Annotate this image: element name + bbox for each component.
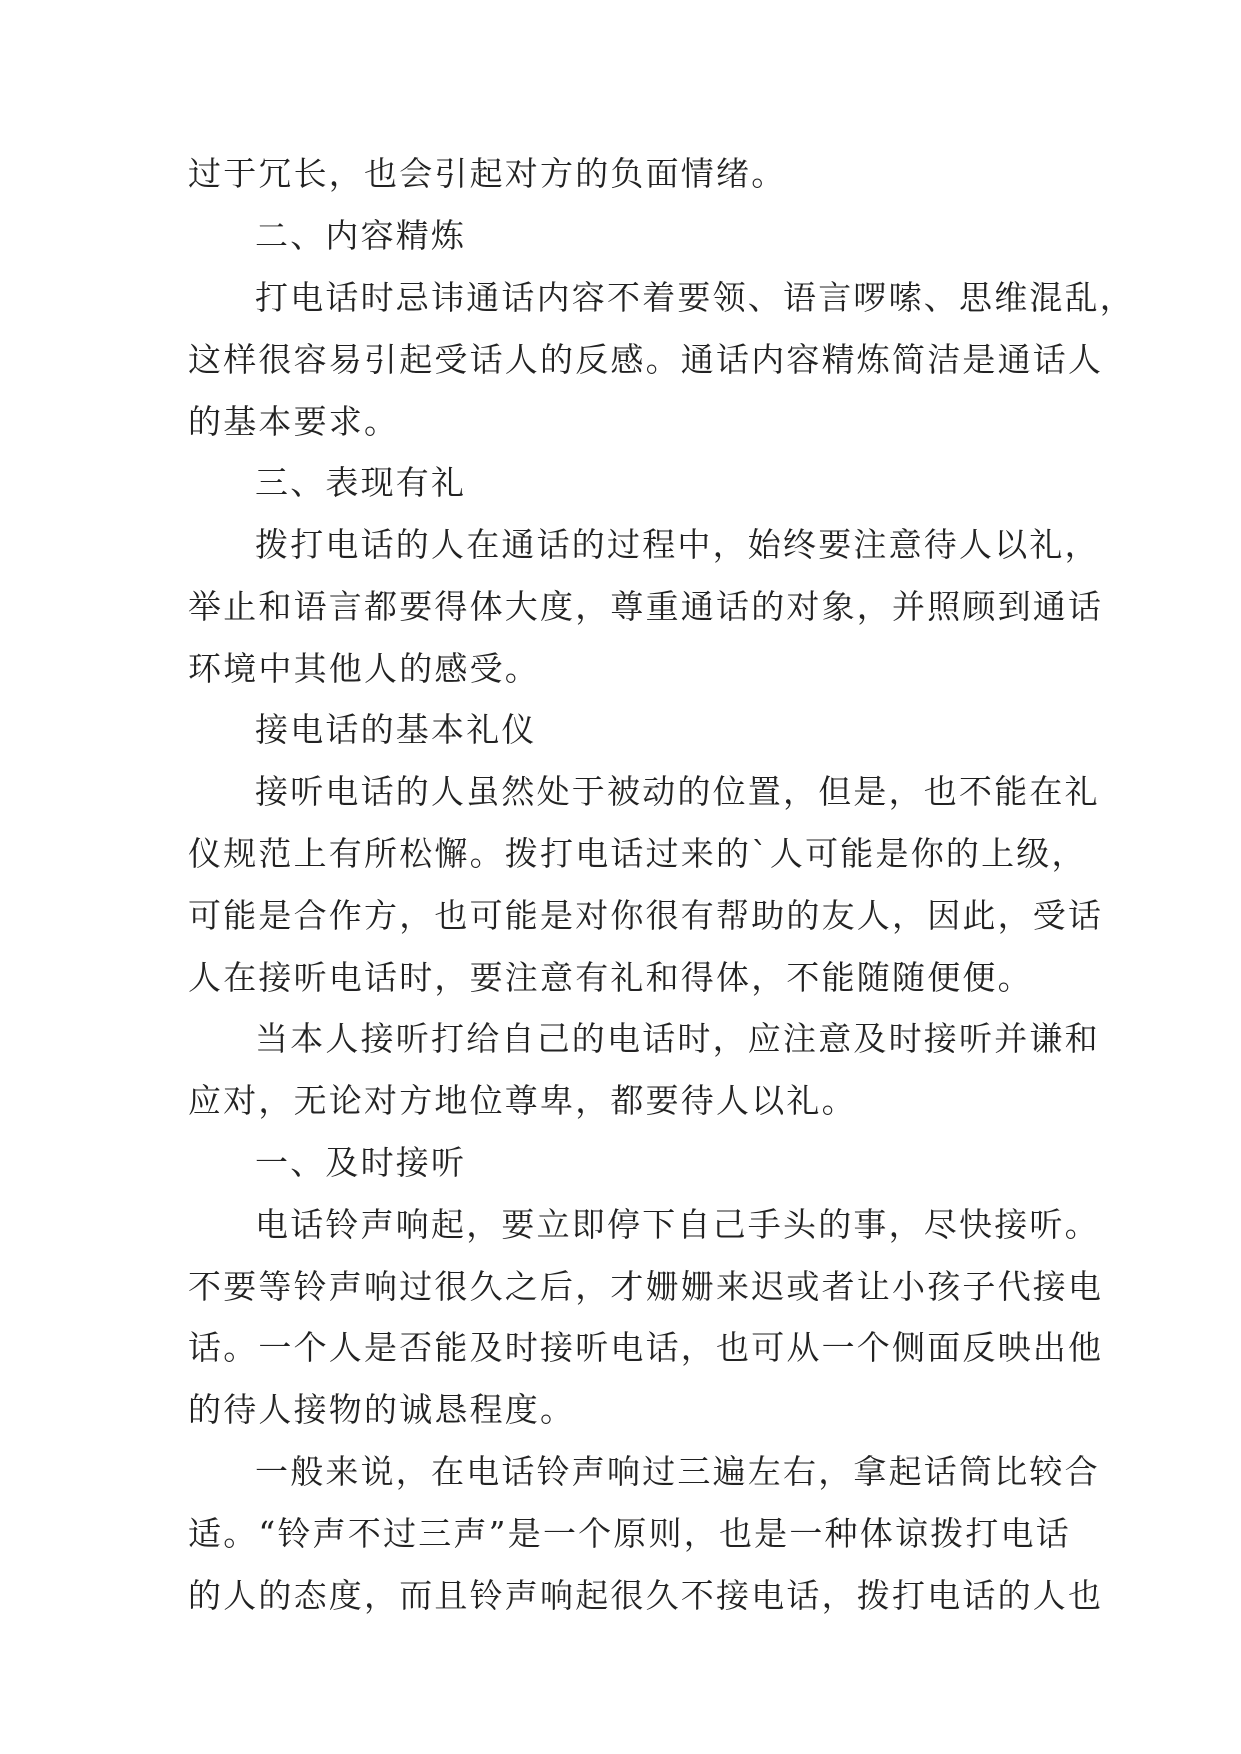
text-line: 这样很容易引起受话人的反感。通话内容精炼简洁是通话人: [188, 340, 1104, 379]
text-line: 仪规范上有所松懈。拨打电话过来的`人可能是你的上级，: [188, 834, 1087, 873]
section-heading: 三、表现有礼: [255, 463, 467, 502]
section-heading: 二、内容精炼: [255, 216, 467, 255]
text-line: 的基本要求。: [188, 402, 400, 441]
section-heading: 接电话的基本礼仪: [255, 710, 537, 749]
text-line: 话。一个人是否能及时接听电话，也可从一个侧面反映出他: [188, 1328, 1104, 1367]
text-line: 过于冗长，也会引起对方的负面情绪。: [188, 154, 787, 193]
text-line: 一般来说，在电话铃声响过三遍左右，拿起话筒比较合: [255, 1452, 1100, 1491]
text-line: 举止和语言都要得体大度，尊重通话的对象，并照顾到通话: [188, 587, 1104, 626]
text-line: 当本人接听打给自己的电话时，应注意及时接听并谦和: [255, 1019, 1100, 1058]
text-line: 不要等铃声响过很久之后，才姗姗来迟或者让小孩子代接电: [188, 1267, 1104, 1306]
text-line: 的人的态度，而且铃声响起很久不接电话，拨打电话的人也: [188, 1576, 1104, 1615]
text-line: 电话铃声响起，要立即停下自己手头的事，尽快接听。: [255, 1205, 1100, 1244]
text-line: 接听电话的人虽然处于被动的位置，但是，也不能在礼: [255, 772, 1100, 811]
text-line: 适。“铃声不过三声”是一个原则，也是一种体谅拨打电话: [188, 1514, 1071, 1553]
text-line: 人在接听电话时，要注意有礼和得体，不能随随便便。: [188, 958, 1033, 997]
text-line: 打电话时忌讳通话内容不着要领、语言啰嗦、思维混乱，: [255, 278, 1135, 317]
text-line: 拨打电话的人在通话的过程中，始终要注意待人以礼，: [255, 525, 1100, 564]
text-line: 的待人接物的诚恳程度。: [188, 1390, 576, 1429]
text-line: 应对，无论对方地位尊卑，都要待人以礼。: [188, 1081, 857, 1120]
text-line: 环境中其他人的感受。: [188, 649, 540, 688]
section-heading: 一、及时接听: [255, 1143, 467, 1182]
text-line: 可能是合作方，也可能是对你很有帮助的友人，因此，受话: [188, 896, 1104, 935]
